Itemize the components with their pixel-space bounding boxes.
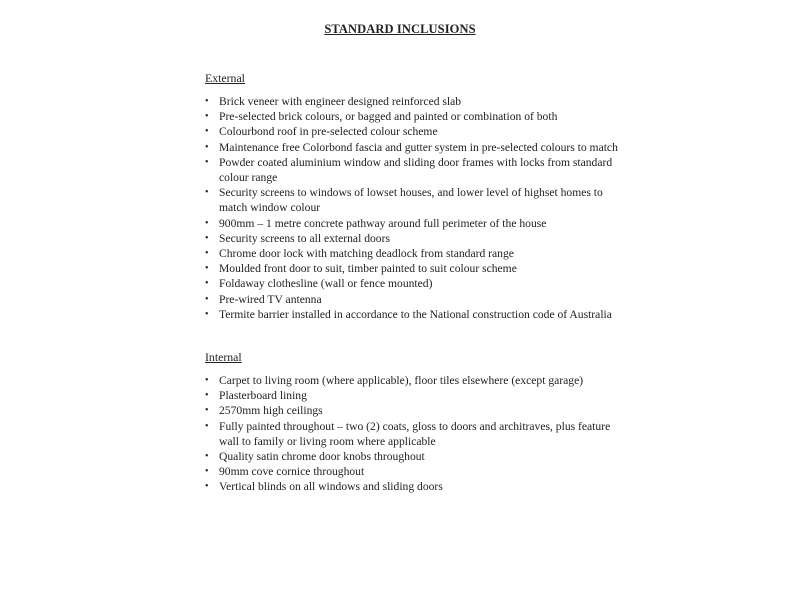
list-item-text: Powder coated aluminium window and sliding door frames with locks from standard colour range	[219, 155, 613, 185]
list-item	[205, 419, 625, 449]
list-item-text: Pre-wired TV antenna	[219, 292, 322, 306]
list-item	[205, 185, 625, 215]
bullet-icon: •	[205, 126, 209, 138]
list-item	[205, 124, 625, 139]
bullet-icon: •	[205, 263, 209, 275]
internal-heading: Internal	[205, 350, 242, 364]
list-item-text: Brick veneer with engineer designed reinforced slab	[219, 95, 462, 108]
document-title: STANDARD INCLUSIONS	[324, 22, 476, 36]
external-heading: External	[205, 71, 245, 85]
bullet-icon: •	[205, 293, 209, 305]
list-item-text: Carpet to living room (where applicable), floor tiles elsewhere (except garage)	[219, 374, 584, 387]
list-item	[205, 261, 625, 276]
list-item-text: 90mm cove cornice throughout	[219, 465, 365, 479]
list-item	[205, 373, 625, 388]
list-item-text: Colourbond roof in pre-selected colour scheme	[219, 125, 438, 139]
list-item	[205, 140, 625, 155]
bullet-icon: •	[205, 232, 209, 244]
list-item	[205, 464, 625, 479]
list-item	[205, 155, 625, 185]
list-item-text: Maintenance free Colorbond fascia and gutter system in pre-selected colours to match	[219, 140, 618, 154]
list-item-text: 900mm – 1 metre concrete pathway around full perimeter of the house	[219, 216, 547, 230]
bullet-icon: •	[205, 141, 209, 153]
bullet-icon: •	[205, 375, 209, 386]
list-item	[205, 307, 625, 322]
list-item-text: Vertical blinds on all windows and sliding doors	[219, 480, 443, 494]
list-item	[205, 216, 625, 231]
list-item-text: Pre-selected brick colours, or bagged and painted or combination of both	[219, 110, 558, 124]
list-item	[205, 276, 625, 291]
bullet-icon: •	[205, 308, 209, 320]
list-item	[205, 403, 625, 418]
list-item-text: Foldaway clothesline (wall or fence mounted)	[219, 277, 433, 291]
bullet-icon: •	[205, 451, 209, 463]
list-item	[205, 292, 625, 307]
bullet-icon: •	[205, 278, 209, 290]
list-item	[205, 479, 625, 494]
bullet-icon: •	[205, 390, 209, 402]
list-item	[205, 388, 625, 403]
list-item-text: Moulded front door to suit, timber painted to suit colour scheme	[219, 262, 517, 276]
list-item	[205, 94, 625, 109]
list-item-text: Security screens to windows of lowset houses, and lower level of highset homes to match window colour	[219, 186, 603, 215]
list-item-text: Security screens to all external doors	[219, 231, 390, 245]
bullet-icon: •	[205, 248, 209, 260]
internal-list	[205, 373, 625, 495]
bullet-icon: •	[205, 405, 209, 417]
list-item-text: Plasterboard lining	[219, 389, 307, 403]
list-item-text: Fully painted throughout – two (2) coats, gloss to doors and architraves, plus feature wall to family or living room where applicable	[219, 419, 611, 448]
list-item	[205, 449, 625, 464]
bullet-icon: •	[205, 420, 209, 432]
bullet-icon: •	[205, 466, 209, 478]
bullet-icon: •	[205, 187, 209, 199]
list-item-text: Quality satin chrome door knobs throughout	[219, 450, 425, 464]
list-item	[205, 231, 625, 246]
bullet-icon: •	[205, 481, 209, 493]
list-item	[205, 109, 625, 124]
bullet-icon: •	[205, 156, 209, 168]
bullet-icon: •	[205, 217, 209, 229]
list-item-text: Chrome door lock with matching deadlock from standard range	[219, 247, 514, 261]
bullet-icon: •	[205, 96, 209, 107]
bullet-icon: •	[205, 111, 209, 123]
list-item-text: 2570mm high ceilings	[219, 404, 323, 418]
list-item	[205, 246, 625, 261]
list-item-text: Termite barrier installed in accordance to the National construction code of Australia	[219, 307, 612, 321]
external-list	[205, 94, 625, 322]
